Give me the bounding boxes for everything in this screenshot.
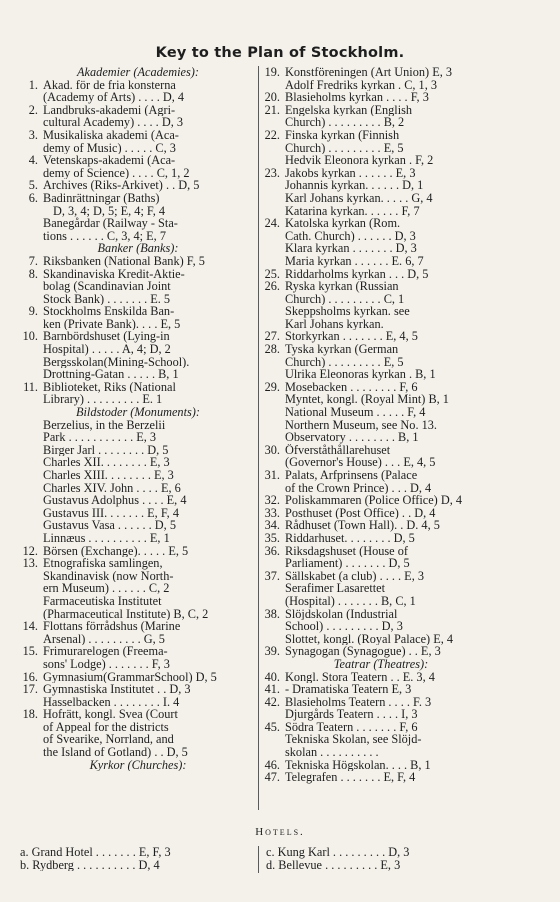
key-entry	[262, 771, 500, 784]
entry-number: 36.	[264, 543, 280, 558]
entry-text: ern Museum) . . . . . . C, 2	[43, 582, 170, 595]
entry-text: Landbruks-akademi (Agri-	[43, 103, 176, 117]
entry-number: 6.	[28, 190, 38, 205]
key-entry	[20, 683, 256, 696]
key-entry-continuation	[262, 368, 500, 381]
entry-text: Drottning-Gatan . . . . . B, 1	[43, 368, 179, 381]
key-entry-continuation	[262, 192, 500, 205]
entry-number: 46.	[264, 757, 280, 772]
entry-text: Bergsskolan(Mining-School).	[43, 355, 190, 369]
entry-text: Charles XII. . . . . . . . E, 3	[43, 456, 170, 469]
key-entry-continuation	[262, 255, 500, 268]
entry-text: Tekniska Högskolan. . . . B, 1	[285, 758, 431, 772]
key-entry	[20, 129, 256, 142]
section-heading-text: Kyrkor (Churches):	[89, 758, 187, 772]
key-entry	[262, 129, 500, 142]
key-entry-continuation	[20, 582, 256, 595]
hotel-entry: b. Rydberg . . . . . . . . . . D, 4	[20, 858, 160, 872]
key-entry-continuation	[20, 519, 256, 532]
entry-number: 20.	[264, 90, 280, 105]
entry-number: 7.	[28, 253, 38, 268]
entry-text: Parliament) . . . . . . . D, 5	[285, 557, 410, 570]
entry-text: Johannis kyrkan. . . . . . D, 1	[285, 179, 424, 192]
hotel-entry: c. Kung Karl . . . . . . . . . D, 3	[266, 846, 410, 859]
entry-text: the Island of Gotland) . . D, 5	[43, 746, 188, 759]
entry-text: Gymnastiska Institutet . . D, 3	[43, 683, 191, 696]
entry-number: 39.	[264, 644, 280, 659]
entry-number: 42.	[264, 694, 280, 709]
key-entry	[262, 268, 500, 281]
entry-text: Riddarholms kyrkan . . . D, 5	[285, 267, 429, 281]
entry-number: 35.	[264, 530, 280, 545]
section-heading-text: Teatrar (Theatres):	[333, 657, 429, 671]
entry-text: tions . . . . . . C, 3, 4; E, 7	[43, 229, 166, 243]
entry-text: - Dramatiska Teatern E, 3	[285, 683, 412, 696]
entry-text: Barnbördshuset (Lying-in	[43, 330, 170, 344]
entry-number: 5.	[28, 178, 38, 193]
entry-text: Banegårdar (Railway - Sta-	[43, 217, 178, 230]
entry-text: Library) . . . . . . . . . E. 1	[43, 393, 163, 407]
entry-text: Blasieholms kyrkan . . . . F, 3	[285, 91, 429, 104]
key-entry	[20, 104, 256, 117]
entry-number: 30.	[264, 442, 280, 457]
key-entry-continuation	[262, 708, 500, 721]
entry-text: Arsenal) . . . . . . . . . G, 5	[43, 632, 165, 646]
key-entry-continuation	[20, 633, 256, 646]
key-entry-continuation	[20, 167, 256, 180]
key-entry-continuation	[20, 293, 256, 306]
key-entry	[262, 570, 500, 583]
key-entry-continuation	[20, 746, 256, 759]
entry-text: Sällskabet (a club) . . . . E, 3	[285, 569, 424, 583]
entry-text: ken (Private Bank). . . . E, 5	[43, 317, 181, 331]
key-entry	[262, 343, 500, 356]
key-entry-continuation	[20, 456, 256, 469]
entry-text: Ulrika Eleonoras kyrkan . B, 1	[285, 368, 436, 381]
entry-number: 17.	[22, 682, 38, 697]
entry-text: Mosebacken . . . . . . . . F, 6	[285, 380, 418, 394]
entry-number: 19.	[264, 65, 280, 79]
key-entry	[262, 645, 500, 658]
entry-text: Serafimer Lasarettet	[285, 582, 386, 595]
entry-number: 23.	[264, 165, 280, 180]
key-entry	[20, 645, 256, 658]
key-entry-continuation	[20, 444, 256, 457]
entry-text: Cath. Church) . . . . . . D, 3	[285, 229, 416, 243]
entry-text: bolag (Scandinavian Joint	[43, 280, 171, 293]
entry-text: Musikaliska akademi (Aca-	[43, 128, 179, 142]
section-heading	[20, 406, 256, 419]
entry-text: Hasselbacken . . . . . . . . I. 4	[43, 695, 180, 709]
entry-text: National Museum . . . . . F, 4	[285, 406, 426, 419]
entry-text: Tekniska Skolan, see Slöjd-	[285, 733, 422, 747]
hotels-divider	[258, 846, 259, 873]
entry-number: 16.	[22, 669, 38, 684]
entry-text: Adolf Fredriks kyrkan . C, 1, 3	[285, 78, 437, 92]
entry-number: 33.	[264, 505, 280, 520]
hotels-left-list	[20, 846, 256, 871]
entry-text: Konstföreningen (Art Union) E, 3	[285, 66, 452, 79]
entry-text: Archives (Riks-Arkivet) . . D, 5	[43, 179, 200, 192]
key-entry-continuation	[20, 721, 256, 734]
key-entry	[262, 167, 500, 180]
key-entry-continuation	[262, 356, 500, 369]
key-entry-continuation	[20, 507, 256, 520]
key-entry	[20, 79, 256, 92]
entry-text: Flottans förrådshus (Marine	[43, 620, 181, 633]
entry-text: of the Crown Prince) . . . D, 4	[285, 481, 432, 495]
entry-number: 31.	[264, 468, 280, 482]
entry-number: 22.	[264, 127, 280, 142]
key-entry	[20, 708, 256, 721]
entry-text: demy of Science) . . . . C, 1, 2	[43, 166, 190, 180]
entry-number: 1.	[28, 77, 38, 92]
entry-text: Hospital) . . . . . A, 4; D, 2	[43, 343, 171, 356]
left-column	[20, 66, 256, 771]
key-entry-continuation	[20, 494, 256, 507]
entry-text: Skandinaviska Kredit-Aktie-	[43, 267, 185, 281]
entry-number: 18.	[22, 707, 38, 722]
key-entry	[20, 255, 256, 268]
key-entry	[262, 494, 500, 507]
key-entry-continuation	[20, 368, 256, 381]
entry-text: Katarina kyrkan. . . . . . F, 7	[285, 204, 420, 218]
entry-text: Storkyrkan . . . . . . . E, 4, 5	[285, 330, 418, 344]
key-entry-continuation	[20, 532, 256, 545]
entry-number: 21.	[264, 102, 280, 117]
key-entry-continuation	[20, 696, 256, 709]
key-entry	[262, 66, 500, 79]
hotels-right-list	[266, 846, 500, 871]
entry-text: Finska kyrkan (Finnish	[285, 128, 400, 142]
entry-text: Farmaceutiska Institutet	[43, 594, 162, 608]
entry-text: Birger Jarl . . . . . . . . D, 5	[43, 443, 169, 457]
entry-text: Klara kyrkan . . . . . . . D, 3	[285, 242, 417, 255]
entry-text: Berzelius, in the Berzelii	[43, 418, 166, 432]
entry-number: 4.	[28, 153, 38, 168]
entry-text: Gustavus Adolphus . . . . E, 4	[43, 494, 187, 507]
entry-number: 13.	[22, 556, 38, 571]
entry-text: Jakobs kyrkan . . . . . . E, 3	[285, 166, 416, 180]
entry-text: Karl Johans kyrkan.	[285, 317, 384, 331]
entry-number: 40.	[264, 669, 280, 684]
entry-text: Poliskammaren (Police Office) D, 4	[285, 494, 463, 507]
key-entry-continuation	[262, 205, 500, 218]
key-entry-continuation	[262, 456, 500, 469]
key-entry	[262, 545, 500, 558]
entry-number: 11.	[23, 379, 38, 394]
key-entry	[20, 381, 256, 394]
key-entry-continuation	[262, 318, 500, 331]
entry-text: (Governor's House) . . . E, 4, 5	[285, 456, 436, 469]
key-entry-continuation	[20, 280, 256, 293]
entry-text: Öfverståthållarehuset	[285, 443, 391, 457]
key-entry-continuation	[262, 79, 500, 92]
entry-number: 2.	[28, 102, 38, 117]
entry-text: Skeppsholms kyrkan. see	[285, 305, 410, 318]
entry-text: cultural Academy) . . . . D, 3	[43, 116, 184, 129]
key-entry-continuation	[262, 582, 500, 595]
key-entry-continuation	[262, 142, 500, 155]
entry-number: 45.	[264, 719, 280, 734]
key-entry	[20, 330, 256, 343]
key-entry-continuation	[20, 91, 256, 104]
entry-text: Church) . . . . . . . . . E, 5	[285, 355, 404, 369]
key-entry-continuation	[20, 356, 256, 369]
key-entry-continuation	[20, 318, 256, 331]
entry-text: Biblioteket, Riks (National	[43, 380, 176, 394]
key-entry	[262, 104, 500, 117]
key-entry-continuation	[262, 293, 500, 306]
key-entry	[262, 91, 500, 104]
key-entry	[262, 683, 500, 696]
entry-text: Stock Bank) . . . . . . . E. 5	[43, 292, 171, 306]
entry-number: 29.	[264, 379, 280, 394]
key-entry-continuation	[262, 419, 500, 432]
key-entry	[262, 330, 500, 343]
key-entry-continuation	[20, 205, 256, 218]
key-entry-continuation	[262, 230, 500, 243]
entry-text: Badinrättningar (Baths)	[43, 191, 160, 205]
key-entry	[262, 519, 500, 532]
entry-number: 28.	[264, 342, 280, 357]
entry-text: Riksdagshuset (House of	[285, 544, 408, 558]
key-entry	[262, 280, 500, 293]
entry-text: Djurgårds Teatern . . . . I, 3	[285, 708, 418, 721]
key-entry	[20, 192, 256, 205]
entry-text: Frimurarelogen (Freema-	[43, 645, 168, 658]
entry-text: Tyska kyrkan (German	[285, 343, 399, 356]
entry-text: Stockholms Enskilda Ban-	[43, 305, 175, 318]
entry-number: 3.	[28, 127, 38, 142]
right-column	[262, 66, 500, 784]
entry-text: skolan . . . . . . . . . .	[285, 746, 379, 759]
entry-text: Riksbanken (National Bank) F, 5	[43, 254, 205, 268]
entry-text: Maria kyrkan . . . . . . E. 6, 7	[285, 254, 424, 268]
entry-number: 14.	[22, 619, 38, 634]
key-entry	[262, 444, 500, 457]
key-entry	[262, 217, 500, 230]
entry-number: 24.	[264, 216, 280, 231]
key-entry	[20, 179, 256, 192]
key-entry-continuation	[262, 595, 500, 608]
key-entry-continuation	[262, 393, 500, 406]
entry-number: 41.	[264, 682, 280, 697]
key-entry	[262, 759, 500, 772]
key-entry-continuation	[20, 469, 256, 482]
section-heading	[262, 658, 500, 671]
entry-text: sons' Lodge) . . . . . . . F, 3	[43, 657, 170, 671]
entry-text: Karl Johans kyrkan. . . . . G, 4	[285, 191, 433, 205]
key-entry-continuation	[20, 116, 256, 129]
key-entry-continuation	[20, 608, 256, 621]
entry-text: Slöjdskolan (Industrial	[285, 607, 398, 621]
key-entry-continuation	[20, 482, 256, 495]
entry-number: 34.	[264, 518, 280, 533]
key-entry-continuation	[262, 154, 500, 167]
entry-text: demy of Music) . . . . . C, 3	[43, 141, 176, 155]
entry-text: Börsen (Exchange). . . . . E, 5	[43, 544, 189, 558]
key-entry-continuation	[262, 116, 500, 129]
entry-text: Church) . . . . . . . . . E, 5	[285, 141, 404, 155]
entry-number: 15.	[22, 644, 38, 659]
entry-text: Hedvik Eleonora kyrkan . F, 2	[285, 154, 434, 167]
key-entry-continuation	[20, 570, 256, 583]
key-entry	[262, 507, 500, 520]
key-entry	[262, 469, 500, 482]
entry-text: Palats, Arfprinsens (Palace	[285, 469, 418, 482]
entry-text: Blasieholms Teatern . . . . F. 3	[285, 695, 432, 709]
entry-text: Vetenskaps-akademi (Aca-	[43, 154, 176, 167]
entry-number: 8.	[28, 266, 38, 281]
key-entry-continuation	[262, 557, 500, 570]
entry-number: 32.	[264, 493, 280, 508]
entry-text: Engelska kyrkan (English	[285, 103, 413, 117]
section-heading	[20, 759, 256, 772]
entry-text: Rådhuset (Town Hall). . D. 4, 5	[285, 519, 440, 532]
entry-text: Linnæus . . . . . . . . . . E, 1	[43, 531, 170, 545]
entry-text: Slottet, kongl. (Royal Palace) E, 4	[285, 632, 454, 646]
key-entry-continuation	[20, 733, 256, 746]
key-entry	[20, 671, 256, 684]
entry-number: 12.	[22, 543, 38, 558]
hotel-entry: a. Grand Hotel . . . . . . . E, F, 3	[20, 846, 171, 859]
section-heading	[20, 66, 256, 79]
entry-text: Gustavus Vasa . . . . . . D, 5	[43, 519, 176, 532]
key-entry-continuation	[20, 393, 256, 406]
entry-text: Charles XIII. . . . . . . . E, 3	[43, 469, 174, 482]
section-heading-text: Akademier (Academies):	[77, 66, 199, 79]
entry-text: Posthuset (Post Office) . . D, 4	[285, 506, 436, 520]
entry-number: 27.	[264, 329, 280, 344]
entry-number: 37.	[264, 568, 280, 583]
key-entry-continuation	[262, 179, 500, 192]
key-entry-continuation	[20, 217, 256, 230]
key-entry-continuation	[262, 482, 500, 495]
entry-text: School) . . . . . . . . . D, 3	[285, 620, 403, 633]
entry-text: Church) . . . . . . . . . C, 1	[285, 292, 405, 306]
entry-text: Myntet, kongl. (Royal Mint) B, 1	[285, 393, 449, 407]
entry-text: D, 3, 4; D, 5; E, 4; F, 4	[53, 204, 166, 218]
key-entry	[20, 268, 256, 281]
entry-number: 10.	[22, 329, 38, 344]
entry-number: 26.	[264, 279, 280, 294]
key-entry	[262, 608, 500, 621]
key-entry-continuation	[20, 431, 256, 444]
key-entry	[262, 721, 500, 734]
page-title: Key to the Plan of Stockholm.	[155, 45, 405, 61]
key-entry	[20, 154, 256, 167]
entry-text: Etnografiska samlingen,	[43, 557, 163, 570]
entry-text: Skandinavisk (now North-	[43, 569, 174, 583]
key-entry-continuation	[262, 406, 500, 419]
entry-text: Church) . . . . . . . . . B, 2	[285, 116, 405, 129]
key-entry-continuation	[20, 419, 256, 432]
key-entry	[262, 532, 500, 545]
key-entry-continuation	[262, 733, 500, 746]
entry-text: Telegrafen . . . . . . . E, F, 4	[285, 771, 416, 784]
key-entry	[262, 381, 500, 394]
entry-text: (Academy of Arts) . . . . D, 4	[43, 91, 185, 104]
section-heading-text: Banker (Banks):	[97, 242, 179, 255]
hotel-entry: d. Bellevue . . . . . . . . . E, 3	[266, 858, 401, 872]
entry-text: of Svearike, Norrland, and	[43, 733, 174, 747]
column-divider	[258, 66, 259, 810]
key-entry	[262, 671, 500, 684]
entry-text: Södra Teatern . . . . . . . F, 6	[285, 720, 418, 734]
entry-text: Gustavus III. . . . . . . E, F, 4	[43, 506, 179, 520]
entry-number: 9.	[28, 304, 38, 319]
entry-text: Riddarhuset. . . . . . . . D, 5	[285, 531, 415, 545]
key-entry	[20, 557, 256, 570]
entry-number: 38.	[264, 606, 280, 621]
key-entry	[20, 545, 256, 558]
key-entry-continuation	[20, 658, 256, 671]
entry-number: 47.	[264, 770, 280, 785]
entry-text: Synagogan (Synagogue) . . E, 3	[285, 645, 441, 658]
key-entry-continuation	[262, 633, 500, 646]
entry-text: (Pharmaceutical Institute) B, C, 2	[43, 607, 209, 621]
key-entry-continuation	[262, 620, 500, 633]
hotels-heading: Hotels.	[255, 826, 305, 838]
entry-text: (Hospital) . . . . . . . B, C, 1	[285, 594, 416, 608]
entry-text: Katolska kyrkan (Rom.	[285, 217, 401, 230]
entry-text: Observatory . . . . . . . . B, 1	[285, 431, 419, 444]
entry-text: Ryska kyrkan (Russian	[285, 280, 399, 293]
entry-number: 25.	[264, 266, 280, 281]
entry-text: Akad. för de fria konsterna	[43, 78, 176, 92]
key-entry	[20, 305, 256, 318]
section-heading	[20, 242, 256, 255]
entry-text: Hofrätt, kongl. Svea (Court	[43, 708, 178, 721]
key-entry-continuation	[262, 431, 500, 444]
entry-text: Gymnasium(GrammarSchool) D, 5	[43, 670, 217, 684]
key-entry-continuation	[20, 595, 256, 608]
key-entry-continuation	[262, 746, 500, 759]
key-entry-continuation	[20, 230, 256, 243]
entry-text: of Appeal for the districts	[43, 720, 169, 734]
section-heading-text: Bildstoder (Monuments):	[76, 406, 200, 419]
key-entry	[20, 620, 256, 633]
entry-text: Northern Museum, see No. 13.	[285, 418, 437, 432]
key-entry	[262, 696, 500, 709]
entry-text: Charles XIV. John . . . . E, 6	[43, 481, 181, 495]
key-entry-continuation	[20, 142, 256, 155]
key-entry-continuation	[262, 242, 500, 255]
key-entry-continuation	[20, 343, 256, 356]
entry-text: Kongl. Stora Teatern . . E. 3, 4	[285, 670, 435, 684]
key-entry-continuation	[262, 305, 500, 318]
entry-text: Park . . . . . . . . . . . E, 3	[43, 431, 157, 444]
